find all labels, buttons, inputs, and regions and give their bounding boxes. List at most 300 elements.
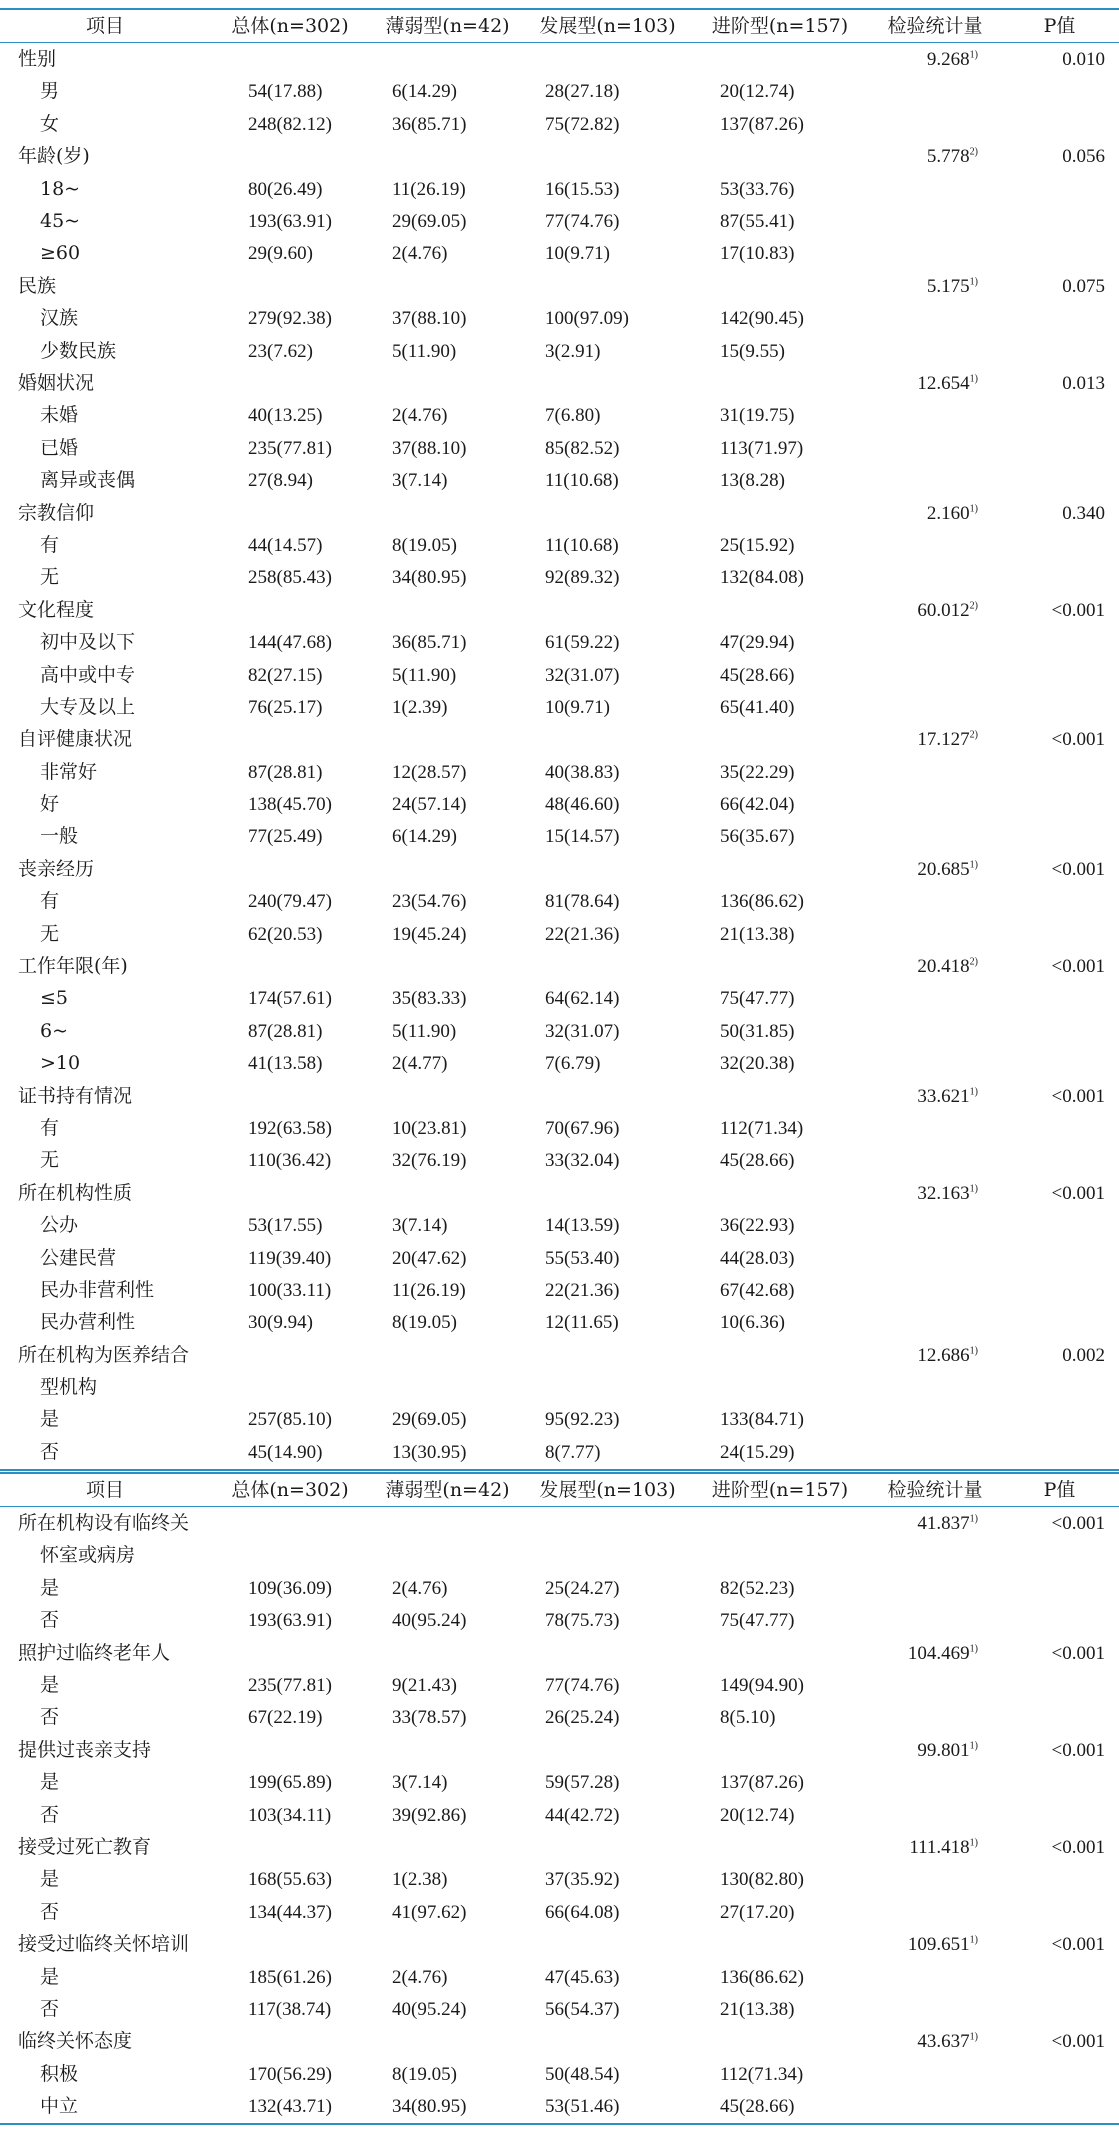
row-label: 45~ — [40, 210, 81, 233]
table-row — [0, 1864, 1119, 1896]
category-row — [0, 853, 1119, 885]
value-cell: 70(67.96) — [545, 1117, 620, 1139]
table-row — [0, 659, 1119, 691]
table-row — [0, 1048, 1119, 1080]
value-cell — [525, 1637, 690, 1669]
category-row — [0, 1371, 1119, 1403]
value-cell: 12(11.65) — [545, 1312, 619, 1334]
value-cell: 19(45.24) — [392, 923, 467, 945]
footnote-marker: 2) — [969, 729, 978, 741]
value-cell: 87(55.41) — [720, 211, 795, 233]
header-p-value: P值 — [1000, 1473, 1119, 1507]
value-cell: 44(42.72) — [545, 1804, 620, 1826]
value-cell — [525, 1371, 690, 1403]
statistic-value: 104.469 — [907, 1642, 970, 1664]
value-cell: 138(45.70) — [248, 794, 332, 816]
value-cell — [370, 594, 525, 626]
statistic-value: 20.418 — [917, 956, 970, 978]
row-label: 初中及以下 — [40, 631, 136, 654]
value-cell — [210, 1540, 370, 1572]
row-label: 民办非营利性 — [40, 1278, 155, 1301]
value-cell: 65(41.40) — [720, 696, 795, 718]
value-cell: 2(4.76) — [392, 1966, 448, 1988]
value-cell: 29(69.05) — [392, 211, 467, 233]
table-row — [0, 2058, 1119, 2090]
row-label: 是 — [40, 1674, 60, 1697]
test-statistic-cell — [870, 1339, 1000, 1371]
value-cell: 75(72.82) — [545, 113, 620, 135]
value-cell: 36(22.93) — [720, 1215, 795, 1237]
value-cell — [525, 1928, 690, 1960]
value-cell: 66(64.08) — [545, 1901, 620, 1923]
value-cell: 50(48.54) — [545, 2063, 620, 2085]
test-statistic-cell — [870, 1961, 1000, 1993]
row-label: 是 — [40, 1868, 60, 1891]
value-cell — [210, 594, 370, 626]
header-total: 总体(n=302) — [210, 1473, 370, 1507]
test-statistic-cell — [870, 1080, 1000, 1112]
value-cell — [370, 1177, 525, 1209]
statistic-value: 2.160 — [926, 502, 970, 524]
p-value-cell — [1000, 1572, 1119, 1604]
p-value-cell: <0.001 — [1051, 1836, 1105, 1858]
value-cell: 29(69.05) — [392, 1409, 467, 1431]
value-cell: 37(35.92) — [545, 1869, 620, 1891]
row-label: 所在机构为医养结合 — [18, 1343, 190, 1366]
value-cell: 50(31.85) — [720, 1020, 795, 1042]
value-cell — [690, 497, 870, 529]
p-value-cell — [1000, 76, 1119, 108]
value-cell: 41(97.62) — [392, 1901, 467, 1923]
row-label: 6~ — [40, 1019, 69, 1042]
p-value-cell — [1000, 205, 1119, 237]
value-cell — [525, 1339, 690, 1371]
value-cell: 45(14.90) — [210, 1436, 370, 1469]
row-label: ≤5 — [40, 987, 69, 1010]
value-cell — [690, 1177, 870, 1209]
test-statistic-cell — [870, 821, 1000, 853]
row-label: 公办 — [40, 1214, 79, 1237]
value-cell — [370, 1734, 525, 1766]
value-cell — [525, 1080, 690, 1112]
value-cell — [690, 1080, 870, 1112]
value-cell: 6(14.29) — [392, 81, 457, 103]
value-cell — [210, 141, 370, 173]
value-cell: 2(4.76) — [392, 1577, 448, 1599]
value-cell: 35(22.29) — [720, 761, 795, 783]
test-statistic-cell — [870, 1928, 1000, 1960]
p-value-cell: <0.001 — [1051, 1642, 1105, 1664]
value-cell: 137(87.26) — [720, 1772, 804, 1794]
row-label: 文化程度 — [18, 598, 95, 621]
category-row — [0, 1080, 1119, 1112]
table-header-row — [0, 1473, 1119, 1507]
statistic-value: 41.837 — [917, 1513, 970, 1535]
value-cell: 130(82.80) — [720, 1869, 804, 1891]
value-cell — [370, 1080, 525, 1112]
value-cell: 21(13.38) — [720, 1998, 795, 2020]
value-cell — [690, 1831, 870, 1863]
value-cell: 53(33.76) — [720, 178, 795, 200]
value-cell — [210, 1080, 370, 1112]
row-label: 高中或中专 — [40, 663, 136, 686]
value-cell: 134(44.37) — [248, 1901, 332, 1923]
value-cell: 23(7.62) — [248, 340, 313, 362]
test-statistic-cell — [870, 464, 1000, 496]
p-value-cell — [1000, 659, 1119, 691]
category-row — [0, 141, 1119, 173]
p-value-cell — [1000, 788, 1119, 820]
test-statistic-cell — [870, 1307, 1000, 1339]
row-label: 否 — [40, 1803, 60, 1826]
value-cell: 67(42.68) — [720, 1279, 795, 1301]
value-cell: 8(19.05) — [392, 1312, 457, 1334]
value-cell: 142(90.45) — [720, 308, 804, 330]
value-cell — [525, 2026, 690, 2058]
value-cell — [690, 1734, 870, 1766]
row-label: 民族 — [18, 274, 57, 297]
p-value-cell: <0.001 — [1051, 1739, 1105, 1761]
value-cell: 13(8.28) — [720, 470, 785, 492]
value-cell: 10(23.81) — [392, 1117, 467, 1139]
test-statistic-cell — [870, 43, 1000, 76]
p-value-cell — [1000, 1436, 1119, 1469]
p-value-cell — [1000, 1864, 1119, 1896]
row-label: 所在机构性质 — [18, 1181, 133, 1204]
row-label: 民办营利性 — [40, 1311, 136, 1334]
category-row — [0, 950, 1119, 982]
p-value-cell: <0.001 — [1051, 2031, 1105, 2053]
value-cell: 56(54.37) — [545, 1998, 620, 2020]
test-statistic-cell — [870, 141, 1000, 173]
footnote-marker: 2) — [969, 146, 978, 158]
value-cell: 47(45.63) — [545, 1966, 620, 1988]
p-value-cell — [1000, 464, 1119, 496]
test-statistic-cell — [870, 529, 1000, 561]
value-cell: 199(65.89) — [248, 1772, 332, 1794]
test-statistic-cell — [870, 756, 1000, 788]
test-statistic-cell — [870, 303, 1000, 335]
table-row — [0, 1112, 1119, 1144]
p-value-cell: <0.001 — [1051, 1934, 1105, 1956]
test-statistic-cell — [870, 788, 1000, 820]
table-row — [0, 756, 1119, 788]
p-value-cell — [1000, 2090, 1119, 2123]
test-statistic-cell — [870, 2058, 1000, 2090]
table-row — [0, 1145, 1119, 1177]
value-cell: 13(30.95) — [370, 1436, 525, 1469]
test-statistic-cell — [870, 626, 1000, 658]
value-cell: 2(4.77) — [392, 1053, 448, 1075]
value-cell — [370, 1507, 525, 1540]
statistic-value: 32.163 — [917, 1182, 970, 1204]
row-label: 未婚 — [40, 404, 79, 427]
category-row — [0, 1928, 1119, 1960]
footnote-marker: 1) — [969, 1740, 978, 1752]
p-value-cell: <0.001 — [1051, 1085, 1105, 1107]
value-cell: 77(74.76) — [545, 211, 620, 233]
test-statistic-cell — [870, 76, 1000, 108]
category-row — [0, 594, 1119, 626]
value-cell: 33(32.04) — [545, 1150, 620, 1172]
value-cell: 34(80.95) — [392, 567, 467, 589]
p-value-cell — [1000, 108, 1119, 140]
test-statistic-cell — [870, 1637, 1000, 1669]
value-cell — [690, 594, 870, 626]
header-development: 发展型(n=103) — [525, 1473, 690, 1507]
table-row — [0, 432, 1119, 464]
table-row — [0, 1767, 1119, 1799]
value-cell: 136(86.62) — [720, 1966, 804, 1988]
p-value-cell — [1000, 691, 1119, 723]
category-row — [0, 1734, 1119, 1766]
p-value-cell — [1000, 432, 1119, 464]
category-row — [0, 1831, 1119, 1863]
value-cell: 53(51.46) — [525, 2090, 690, 2123]
table-row — [0, 76, 1119, 108]
test-statistic-cell — [870, 853, 1000, 885]
category-row — [0, 1339, 1119, 1371]
row-label: 非常好 — [40, 760, 98, 783]
value-cell — [370, 1831, 525, 1863]
test-statistic-cell — [870, 1896, 1000, 1928]
category-row — [0, 43, 1119, 76]
value-cell — [210, 1507, 370, 1540]
statistic-value: 9.268 — [926, 49, 970, 71]
value-cell — [690, 1507, 870, 1540]
value-cell: 32(31.07) — [545, 1020, 620, 1042]
value-cell: 62(20.53) — [248, 923, 323, 945]
value-cell — [525, 497, 690, 529]
value-cell: 20(12.74) — [720, 81, 795, 103]
value-cell — [525, 1507, 690, 1540]
value-cell: 149(94.90) — [720, 1675, 804, 1697]
value-cell: 85(82.52) — [545, 437, 620, 459]
header-advanced: 进阶型(n=157) — [690, 1473, 870, 1507]
table-row — [0, 335, 1119, 367]
value-cell — [525, 1831, 690, 1863]
footnote-marker: 1) — [969, 2032, 978, 2043]
value-cell: 39(92.86) — [392, 1804, 467, 1826]
p-value-cell — [1000, 1605, 1119, 1637]
value-cell: 75(47.77) — [720, 988, 795, 1010]
test-statistic-cell — [870, 238, 1000, 270]
value-cell: 33(78.57) — [392, 1707, 467, 1729]
test-statistic-cell — [870, 1767, 1000, 1799]
statistic-value: 33.621 — [917, 1085, 970, 1107]
value-cell — [525, 1177, 690, 1209]
value-cell — [210, 1177, 370, 1209]
value-cell — [370, 853, 525, 885]
value-cell: 77(25.49) — [248, 826, 323, 848]
table-row — [0, 1572, 1119, 1604]
test-statistic-cell — [870, 886, 1000, 918]
value-cell: 2(4.76) — [392, 243, 448, 265]
value-cell: 144(47.68) — [248, 632, 332, 654]
test-statistic-cell — [870, 1702, 1000, 1734]
row-label: 工作年限(年) — [18, 955, 128, 978]
p-value-cell: <0.001 — [1051, 956, 1105, 978]
row-label: 中立 — [0, 2090, 210, 2123]
table-row — [0, 108, 1119, 140]
value-cell: 16(15.53) — [545, 178, 620, 200]
value-cell: 45(28.66) — [690, 2090, 870, 2123]
statistic-value: 60.012 — [917, 599, 970, 621]
test-statistic-cell — [870, 1242, 1000, 1274]
value-cell — [525, 853, 690, 885]
value-cell: 36(85.71) — [392, 632, 467, 654]
value-cell — [210, 724, 370, 756]
value-cell — [210, 2026, 370, 2058]
value-cell: 193(63.91) — [248, 1610, 332, 1632]
value-cell: 100(33.11) — [248, 1279, 332, 1301]
row-label: 否 — [40, 1706, 60, 1729]
row-label: 是 — [40, 1965, 60, 1988]
value-cell: 3(7.14) — [392, 470, 448, 492]
value-cell: 82(52.23) — [720, 1577, 795, 1599]
value-cell: 24(15.29) — [690, 1436, 870, 1469]
value-cell — [525, 270, 690, 302]
value-cell: 112(71.34) — [720, 1117, 804, 1139]
value-cell — [210, 1637, 370, 1669]
p-value-cell — [1000, 1767, 1119, 1799]
p-value-cell — [1000, 626, 1119, 658]
value-cell: 35(83.33) — [392, 988, 467, 1010]
header-advanced: 进阶型(n=157) — [690, 9, 870, 43]
p-value-cell — [1000, 918, 1119, 950]
table-row — [0, 464, 1119, 496]
value-cell: 40(95.24) — [392, 1610, 467, 1632]
footnote-marker: 1) — [969, 49, 978, 61]
test-statistic-cell — [870, 983, 1000, 1015]
footnote-marker: 1) — [969, 1934, 978, 1946]
row-label: 积极 — [40, 2062, 79, 2085]
value-cell: 103(34.11) — [248, 1804, 332, 1826]
p-value-cell — [1000, 400, 1119, 432]
value-cell: 75(47.77) — [720, 1610, 795, 1632]
p-value-cell — [1000, 1961, 1119, 1993]
test-statistic-cell — [870, 2026, 1000, 2058]
p-value-cell — [1000, 1993, 1119, 2025]
row-label: ≥60 — [40, 242, 81, 265]
p-value-cell — [1000, 562, 1119, 594]
header-test-statistic: 检验统计量 — [870, 9, 1000, 43]
row-label: 所在机构设有临终关 — [18, 1512, 190, 1535]
statistic-value: 17.127 — [917, 729, 970, 751]
row-label: 否 — [40, 1997, 60, 2020]
p-value-cell — [1000, 1242, 1119, 1274]
test-statistic-cell — [870, 724, 1000, 756]
table-row — [0, 691, 1119, 723]
value-cell — [690, 1928, 870, 1960]
value-cell: 8(5.10) — [720, 1707, 776, 1729]
table-row — [0, 173, 1119, 205]
value-cell: 25(24.27) — [545, 1577, 620, 1599]
footnote-marker: 1) — [969, 1837, 978, 1849]
test-statistic-cell — [870, 335, 1000, 367]
value-cell — [690, 270, 870, 302]
p-value-cell — [1000, 1702, 1119, 1734]
value-cell: 8(7.77) — [525, 1436, 690, 1469]
table-row — [0, 1209, 1119, 1241]
row-label: 有 — [40, 533, 60, 556]
statistic-value: 111.418 — [909, 1836, 970, 1858]
table-row — [0, 1242, 1119, 1274]
p-value-cell: <0.001 — [1051, 1182, 1105, 1204]
table-row — [0, 1436, 1119, 1469]
table-row — [0, 1702, 1119, 1734]
test-statistic-cell — [870, 2090, 1000, 2123]
value-cell: 21(13.38) — [720, 923, 795, 945]
value-cell: 11(10.68) — [545, 470, 619, 492]
test-statistic-cell — [870, 1177, 1000, 1209]
footnote-marker: 1) — [969, 1183, 978, 1195]
value-cell: 8(19.05) — [392, 2063, 457, 2085]
row-label: 怀室或病房 — [40, 1544, 136, 1567]
footnote-marker: 1) — [969, 1513, 978, 1525]
p-value-cell — [1000, 1145, 1119, 1177]
value-cell: 10(9.71) — [545, 243, 610, 265]
row-label: 无 — [40, 922, 60, 945]
row-label: 否 — [0, 1436, 210, 1469]
table-row — [0, 1605, 1119, 1637]
value-cell — [370, 1637, 525, 1669]
p-value-cell — [1000, 983, 1119, 1015]
value-cell — [370, 43, 525, 76]
value-cell — [525, 1540, 690, 1572]
value-cell: 31(19.75) — [720, 405, 795, 427]
value-cell: 174(57.61) — [248, 988, 332, 1010]
p-value-cell — [1000, 1048, 1119, 1080]
value-cell: 44(28.03) — [720, 1247, 795, 1269]
p-value-cell — [1000, 1307, 1119, 1339]
row-label: 好 — [40, 793, 60, 816]
row-label: 男 — [40, 80, 60, 103]
value-cell: 11(10.68) — [545, 534, 619, 556]
characteristics-table-part-2 — [0, 1472, 1119, 2125]
value-cell: 59(57.28) — [545, 1772, 620, 1794]
category-row — [0, 1177, 1119, 1209]
value-cell: 53(17.55) — [248, 1215, 323, 1237]
value-cell — [690, 1637, 870, 1669]
value-cell: 29(9.60) — [248, 243, 313, 265]
test-statistic-cell — [870, 1864, 1000, 1896]
value-cell: 22(21.36) — [545, 1279, 620, 1301]
category-row — [0, 724, 1119, 756]
footnote-marker: 1) — [969, 373, 978, 385]
value-cell — [370, 141, 525, 173]
statistic-value: 5.175 — [926, 275, 970, 297]
value-cell: 32(20.38) — [720, 1053, 795, 1075]
value-cell: 54(17.88) — [248, 81, 323, 103]
value-cell: 37(88.10) — [392, 437, 467, 459]
value-cell — [370, 367, 525, 399]
value-cell: 67(22.19) — [248, 1707, 323, 1729]
value-cell: 193(63.91) — [248, 211, 332, 233]
table-row — [0, 983, 1119, 1015]
value-cell: 137(87.26) — [720, 113, 804, 135]
row-label: 有 — [40, 890, 60, 913]
p-value-cell — [1000, 1669, 1119, 1701]
p-value-cell: 0.056 — [1062, 146, 1105, 168]
statistic-value: 12.686 — [917, 1344, 970, 1366]
category-row — [0, 270, 1119, 302]
row-label: >10 — [40, 1052, 81, 1075]
p-value-cell — [1000, 1015, 1119, 1047]
test-statistic-cell — [870, 1540, 1000, 1572]
value-cell — [210, 43, 370, 76]
value-cell: 9(21.43) — [392, 1675, 457, 1697]
